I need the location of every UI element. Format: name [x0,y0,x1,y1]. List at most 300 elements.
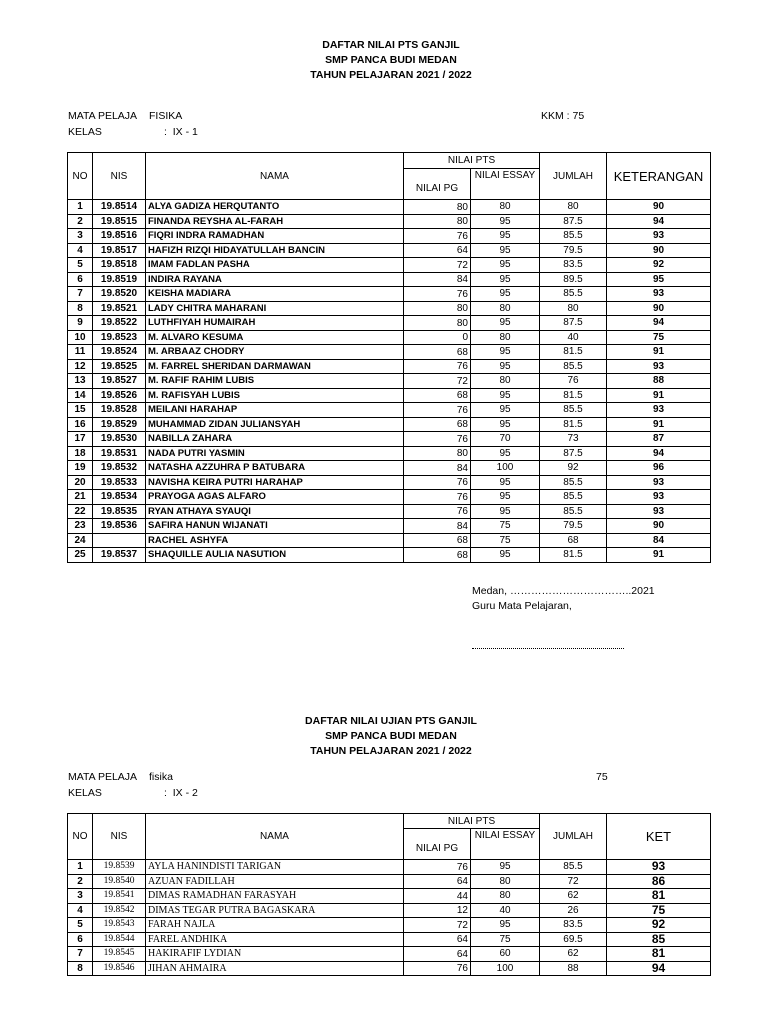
cell-nama: MUHAMMAD ZIDAN JULIANSYAH [146,417,404,432]
cell-nis: 19.8514 [93,200,146,215]
cell-nilai-essay: 95 [471,388,540,403]
sheet1-title-2: SMP PANCA BUDI MEDAN [325,54,457,66]
cell-nilai-pg: 80 [404,446,471,461]
cell-nis: 19.8537 [93,548,146,563]
header-no: NO [68,814,93,860]
sheet2-title-1: DAFTAR NILAI UJIAN PTS GANJIL [305,715,477,727]
cell-nis: 19.8536 [93,519,146,534]
sheet1-mapel-value: FISIKA [149,110,183,122]
cell-keterangan: 95 [607,272,711,287]
cell-jumlah: 83.5 [540,918,607,933]
cell-nilai-pg: 76 [404,432,471,447]
cell-nilai-essay: 95 [471,243,540,258]
cell-no: 3 [68,229,93,244]
cell-nis: 19.8526 [93,388,146,403]
sheet2-kelas-value: : IX - 2 [164,787,198,799]
cell-jumlah: 79.5 [540,519,607,534]
cell-nilai-pg: 68 [404,417,471,432]
cell-jumlah: 85.5 [540,860,607,875]
cell-keterangan: 88 [607,374,711,389]
cell-nilai-essay: 95 [471,475,540,490]
header-nama: NAMA [146,153,404,200]
cell-no: 7 [68,947,93,962]
cell-no: 12 [68,359,93,374]
cell-nilai-pg: 76 [404,490,471,505]
table-row [68,918,711,933]
cell-jumlah: 80 [540,200,607,215]
cell-jumlah: 83.5 [540,258,607,273]
sheet1-kelas-label: KELAS [68,126,102,138]
cell-nilai-essay: 80 [471,374,540,389]
cell-jumlah: 69.5 [540,932,607,947]
cell-nilai-essay: 95 [471,860,540,875]
cell-jumlah: 85.5 [540,229,607,244]
cell-nilai-essay: 70 [471,432,540,447]
cell-nilai-pg: 76 [404,403,471,418]
cell-nilai-essay: 40 [471,903,540,918]
cell-keterangan: 86 [607,874,711,889]
table-row [68,475,711,490]
cell-nis: 19.8541 [93,889,146,904]
sheet2-mapel-value: fisika [149,771,173,783]
cell-keterangan: 90 [607,519,711,534]
cell-nis: 19.8543 [93,918,146,933]
cell-no: 25 [68,548,93,563]
cell-nilai-essay: 95 [471,504,540,519]
cell-jumlah: 85.5 [540,287,607,302]
cell-no: 21 [68,490,93,505]
cell-nama: FAREL ANDHIKA [146,932,404,947]
table-row [68,243,711,258]
cell-keterangan: 94 [607,961,711,976]
cell-nis: 19.8534 [93,490,146,505]
cell-keterangan: 96 [607,461,711,476]
cell-nilai-pg: 72 [404,258,471,273]
cell-nilai-pg: 84 [404,519,471,534]
cell-nama: LUTHFIYAH HUMAIRAH [146,316,404,331]
cell-nilai-pg: 80 [404,301,471,316]
cell-nis: 19.8535 [93,504,146,519]
cell-nilai-essay: 95 [471,258,540,273]
header-nilai-essay: NILAI ESSAY [471,829,540,860]
cell-jumlah: 87.5 [540,316,607,331]
cell-nilai-essay: 75 [471,932,540,947]
table-row [68,903,711,918]
table-row [68,287,711,302]
table-row [68,548,711,563]
cell-nis: 19.8530 [93,432,146,447]
cell-jumlah: 81.5 [540,388,607,403]
table-row [68,229,711,244]
table-row [68,330,711,345]
cell-no: 18 [68,446,93,461]
header-nilai-pts: NILAI PTS [404,814,540,829]
cell-no: 4 [68,903,93,918]
cell-nis: 19.8531 [93,446,146,461]
signature-role: Guru Mata Pelajaran, [472,600,572,612]
cell-nis: 19.8545 [93,947,146,962]
cell-nilai-essay: 100 [471,961,540,976]
cell-jumlah: 85.5 [540,490,607,505]
signature-place-date: Medan, ……………………………..2021 [472,585,655,597]
header-nis: NIS [93,153,146,200]
cell-keterangan: 90 [607,301,711,316]
cell-nis: 19.8539 [93,860,146,875]
cell-nama: NAVISHA KEIRA PUTRI HARAHAP [146,475,404,490]
cell-nilai-pg: 76 [404,287,471,302]
table-row [68,200,711,215]
cell-no: 1 [68,860,93,875]
table-row [68,519,711,534]
cell-nilai-pg: 80 [404,316,471,331]
table-row [68,504,711,519]
cell-nilai-essay: 95 [471,417,540,432]
header-keterangan: KETERANGAN [607,153,711,200]
table-row [68,446,711,461]
sheet2-kkm: 75 [596,771,608,783]
cell-nis: 19.8515 [93,214,146,229]
header-jumlah: JUMLAH [540,814,607,860]
cell-nilai-pg: 64 [404,874,471,889]
cell-nilai-essay: 95 [471,548,540,563]
cell-no: 14 [68,388,93,403]
cell-nis: 19.8522 [93,316,146,331]
table-row [68,403,711,418]
cell-no: 13 [68,374,93,389]
table-row [68,388,711,403]
cell-nilai-pg: 72 [404,374,471,389]
cell-nis: 19.8540 [93,874,146,889]
cell-nis: 19.8524 [93,345,146,360]
cell-nilai-pg: 64 [404,932,471,947]
cell-nama: AZUAN FADILLAH [146,874,404,889]
cell-keterangan: 91 [607,345,711,360]
cell-nis: 19.8544 [93,932,146,947]
cell-nama: HAFIZH RIZQI HIDAYATULLAH BANCIN [146,243,404,258]
cell-jumlah: 76 [540,374,607,389]
cell-nilai-essay: 75 [471,533,540,548]
table-row [68,316,711,331]
cell-nilai-pg: 76 [404,961,471,976]
cell-nilai-essay: 95 [471,918,540,933]
table-row [68,359,711,374]
cell-nama: M. ARBAAZ CHODRY [146,345,404,360]
table-row [68,490,711,505]
table-row [68,417,711,432]
cell-no: 20 [68,475,93,490]
header-nilai-pts: NILAI PTS [404,153,540,169]
cell-nama: RYAN ATHAYA SYAUQI [146,504,404,519]
cell-jumlah: 26 [540,903,607,918]
cell-keterangan: 93 [607,490,711,505]
cell-nama: RACHEL ASHYFA [146,533,404,548]
cell-nama: PRAYOGA AGAS ALFARO [146,490,404,505]
cell-nilai-pg: 84 [404,272,471,287]
header-nama: NAMA [146,814,404,860]
cell-nama: M. FARREL SHERIDAN DARMAWAN [146,359,404,374]
cell-jumlah: 85.5 [540,359,607,374]
cell-nama: KEISHA MADIARA [146,287,404,302]
cell-nilai-essay: 80 [471,874,540,889]
cell-jumlah: 87.5 [540,446,607,461]
cell-jumlah: 81.5 [540,548,607,563]
header-nis: NIS [93,814,146,860]
cell-nilai-pg: 84 [404,461,471,476]
cell-jumlah: 68 [540,533,607,548]
cell-nis: 19.8528 [93,403,146,418]
cell-keterangan: 93 [607,504,711,519]
cell-nilai-pg: 68 [404,548,471,563]
cell-no: 15 [68,403,93,418]
sheet2-kelas-label: KELAS [68,787,102,799]
cell-keterangan: 92 [607,258,711,273]
cell-keterangan: 81 [607,889,711,904]
cell-nis: 19.8519 [93,272,146,287]
cell-keterangan: 85 [607,932,711,947]
cell-no: 2 [68,874,93,889]
cell-keterangan: 93 [607,475,711,490]
cell-no: 22 [68,504,93,519]
table-row [68,214,711,229]
sheet1-title-3: TAHUN PELAJARAN 2021 / 2022 [310,69,472,81]
cell-nama: NADA PUTRI YASMIN [146,446,404,461]
cell-nilai-pg: 80 [404,200,471,215]
cell-jumlah: 81.5 [540,345,607,360]
cell-nama: MEILANI HARAHAP [146,403,404,418]
cell-no: 7 [68,287,93,302]
cell-no: 10 [68,330,93,345]
cell-nis: 19.8533 [93,475,146,490]
sheet2-title-3: TAHUN PELAJARAN 2021 / 2022 [310,745,472,757]
table-row [68,889,711,904]
cell-nilai-pg: 0 [404,330,471,345]
cell-nis: 19.8520 [93,287,146,302]
cell-nilai-essay: 80 [471,301,540,316]
cell-nilai-essay: 95 [471,403,540,418]
cell-jumlah: 81.5 [540,417,607,432]
cell-nama: IMAM FADLAN PASHA [146,258,404,273]
cell-no: 17 [68,432,93,447]
cell-jumlah: 85.5 [540,403,607,418]
cell-nis: 19.8527 [93,374,146,389]
cell-keterangan: 87 [607,432,711,447]
sheet1-kkm: KKM : 75 [541,110,585,122]
table-row [68,947,711,962]
cell-keterangan: 90 [607,243,711,258]
cell-nilai-pg: 68 [404,345,471,360]
cell-nis: 19.8546 [93,961,146,976]
cell-nama: M. ALVARO KESUMA [146,330,404,345]
sheet2-grade-table [67,813,711,976]
sheet1-kelas-value: : IX - 1 [164,126,198,138]
cell-no: 5 [68,918,93,933]
table-row [68,345,711,360]
sheet2-title-2: SMP PANCA BUDI MEDAN [325,730,457,742]
table-row [68,932,711,947]
cell-nama: INDIRA RAYANA [146,272,404,287]
table-row [68,432,711,447]
cell-nilai-essay: 80 [471,200,540,215]
cell-jumlah: 85.5 [540,475,607,490]
cell-nilai-essay: 95 [471,490,540,505]
cell-nis: 19.8517 [93,243,146,258]
cell-jumlah: 72 [540,874,607,889]
cell-no: 16 [68,417,93,432]
cell-nilai-essay: 95 [471,272,540,287]
cell-nilai-pg: 76 [404,860,471,875]
cell-no: 4 [68,243,93,258]
cell-nilai-pg: 72 [404,918,471,933]
cell-nama: SHAQUILLE AULIA NASUTION [146,548,404,563]
cell-jumlah: 85.5 [540,504,607,519]
cell-nama: DIMAS TEGAR PUTRA BAGASKARA [146,903,404,918]
cell-nilai-essay: 60 [471,947,540,962]
cell-jumlah: 73 [540,432,607,447]
table-row [68,533,711,548]
cell-nama: FIQRI INDRA RAMADHAN [146,229,404,244]
cell-nis: 19.8532 [93,461,146,476]
table-row [68,874,711,889]
cell-no: 2 [68,214,93,229]
cell-nilai-essay: 95 [471,287,540,302]
cell-jumlah: 89.5 [540,272,607,287]
cell-keterangan: 75 [607,330,711,345]
cell-no: 11 [68,345,93,360]
cell-no: 23 [68,519,93,534]
signature-line [472,648,624,649]
cell-nilai-essay: 95 [471,229,540,244]
cell-nilai-essay: 95 [471,214,540,229]
cell-nis: 19.8518 [93,258,146,273]
cell-nilai-pg: 64 [404,243,471,258]
table-row [68,860,711,875]
cell-jumlah: 88 [540,961,607,976]
cell-no: 6 [68,272,93,287]
cell-keterangan: 93 [607,860,711,875]
cell-keterangan: 93 [607,229,711,244]
table-row [68,272,711,287]
cell-keterangan: 90 [607,200,711,215]
cell-jumlah: 80 [540,301,607,316]
cell-keterangan: 91 [607,388,711,403]
cell-nama: M. RAFISYAH LUBIS [146,388,404,403]
cell-keterangan: 81 [607,947,711,962]
cell-jumlah: 92 [540,461,607,476]
sheet1-grade-table [67,152,711,563]
sheet2-mapel-label: MATA PELAJA [68,771,138,783]
cell-nilai-essay: 95 [471,345,540,360]
cell-no: 8 [68,961,93,976]
cell-keterangan: 94 [607,446,711,461]
table-row [68,961,711,976]
cell-no: 9 [68,316,93,331]
sheet1-title-1: DAFTAR NILAI PTS GANJIL [322,39,460,51]
cell-nilai-pg: 64 [404,947,471,962]
cell-nilai-essay: 95 [471,446,540,461]
header-nilai-essay: NILAI ESSAY [471,169,540,200]
cell-nilai-pg: 76 [404,359,471,374]
cell-no: 19 [68,461,93,476]
cell-nis: 19.8529 [93,417,146,432]
cell-nilai-essay: 80 [471,889,540,904]
cell-jumlah: 87.5 [540,214,607,229]
cell-nama: FINANDA REYSHA AL-FARAH [146,214,404,229]
table-row [68,461,711,476]
cell-no: 8 [68,301,93,316]
cell-keterangan: 94 [607,316,711,331]
cell-no: 24 [68,533,93,548]
cell-keterangan: 75 [607,903,711,918]
cell-nilai-pg: 76 [404,475,471,490]
cell-nama: DIMAS RAMADHAN FARASYAH [146,889,404,904]
cell-jumlah: 79.5 [540,243,607,258]
header-jumlah: JUMLAH [540,153,607,200]
cell-nilai-essay: 95 [471,316,540,331]
cell-nama: FARAH NAJLA [146,918,404,933]
cell-nama: LADY CHITRA MAHARANI [146,301,404,316]
cell-no: 6 [68,932,93,947]
header-nilai-pg: NILAI PG [404,829,471,860]
cell-nilai-pg: 80 [404,214,471,229]
table-row [68,374,711,389]
cell-nilai-pg: 12 [404,903,471,918]
table-row [68,258,711,273]
cell-nis [93,533,146,548]
cell-nilai-pg: 68 [404,533,471,548]
cell-nama: NATASHA AZZUHRA P BATUBARA [146,461,404,476]
cell-nama: ALYA GADIZA HERQUTANTO [146,200,404,215]
cell-keterangan: 94 [607,214,711,229]
header-ket: KET [607,814,711,860]
cell-keterangan: 92 [607,918,711,933]
cell-jumlah: 62 [540,947,607,962]
cell-nilai-essay: 100 [471,461,540,476]
cell-nilai-essay: 80 [471,330,540,345]
cell-nama: HAKIRAFIF LYDIAN [146,947,404,962]
table-row [68,301,711,316]
cell-nilai-pg: 44 [404,889,471,904]
cell-nilai-pg: 68 [404,388,471,403]
sheet1-mapel-label: MATA PELAJA [68,110,138,122]
cell-nama: JIHAN AHMAIRA [146,961,404,976]
cell-nilai-essay: 95 [471,359,540,374]
cell-nis: 19.8542 [93,903,146,918]
cell-nis: 19.8525 [93,359,146,374]
header-nilai-pg: NILAI PG [404,169,471,200]
cell-keterangan: 91 [607,417,711,432]
cell-nis: 19.8516 [93,229,146,244]
cell-keterangan: 91 [607,548,711,563]
cell-nilai-pg: 76 [404,504,471,519]
cell-nis: 19.8523 [93,330,146,345]
cell-nama: M. RAFIF RAHIM LUBIS [146,374,404,389]
cell-jumlah: 40 [540,330,607,345]
cell-keterangan: 93 [607,359,711,374]
cell-nis: 19.8521 [93,301,146,316]
cell-jumlah: 62 [540,889,607,904]
cell-keterangan: 93 [607,287,711,302]
cell-no: 5 [68,258,93,273]
cell-keterangan: 93 [607,403,711,418]
cell-nama: SAFIRA HANUN WIJANATI [146,519,404,534]
cell-nilai-pg: 76 [404,229,471,244]
cell-keterangan: 84 [607,533,711,548]
cell-no: 3 [68,889,93,904]
cell-nama: AYLA HANINDISTI TARIGAN [146,860,404,875]
header-no: NO [68,153,93,200]
cell-no: 1 [68,200,93,215]
cell-nama: NABILLA ZAHARA [146,432,404,447]
